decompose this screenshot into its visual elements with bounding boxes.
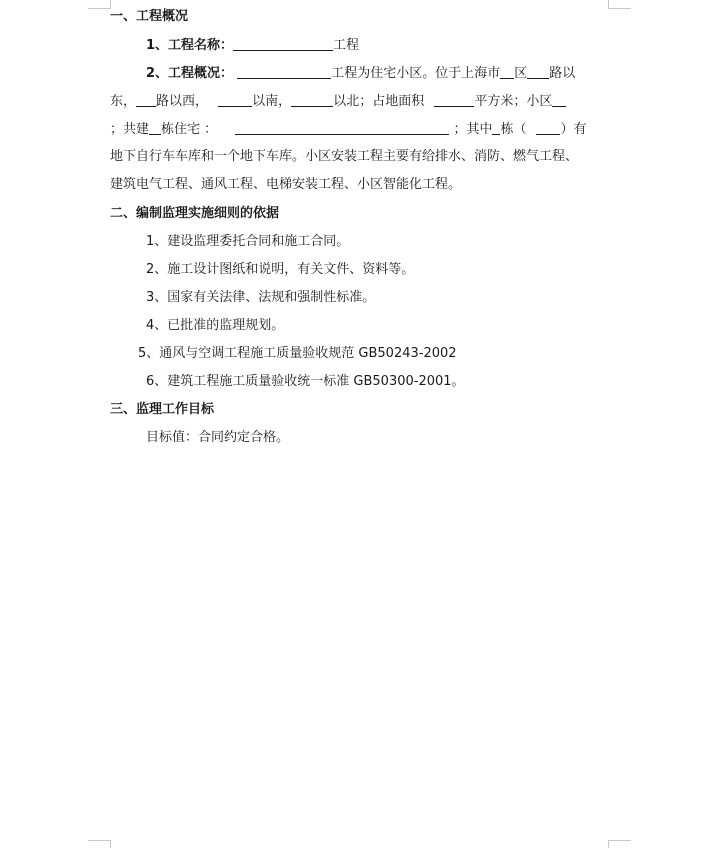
- crop-mark-top-left: [88, 0, 111, 9]
- project-overview-line4: 地下自行车车库和一个地下车库。小区安装工程主要有给排水、消防、燃气工程、: [110, 149, 579, 164]
- section3-heading: 三、监理工作目标: [110, 402, 215, 417]
- basis-item-4: 4、已批准的监理规划。: [146, 318, 285, 333]
- overview-text-10: 栋住宅 ：: [161, 122, 218, 137]
- overview-text-7: 以北；占地面积: [333, 94, 425, 109]
- road-east-blank[interactable]: [527, 64, 549, 79]
- buildings-count-blank[interactable]: [149, 120, 161, 135]
- overview-text-2: 区: [514, 66, 528, 81]
- overview-text-6: 以南，: [252, 94, 292, 109]
- overview-text-4: 东，: [110, 94, 137, 109]
- overview-text-11: ；其中: [453, 122, 493, 137]
- community-blank[interactable]: [552, 92, 566, 107]
- basis-item-2: 2、施工设计图纸和说明，有关文件、资料等。: [146, 262, 415, 277]
- basis-item-1: 1、建设监理委托合同和施工合同。: [146, 234, 350, 249]
- district-blank[interactable]: [500, 64, 514, 79]
- project-name-blank[interactable]: [233, 36, 333, 51]
- section2-heading: 二、编制监理实施细则的依据: [110, 206, 280, 221]
- basis-item-3: 3、国家有关法律、法规和强制性标准。: [146, 290, 376, 305]
- overview-text-12: 栋（: [500, 122, 527, 137]
- area-blank[interactable]: [434, 92, 474, 107]
- overview-text-13: ）有: [560, 122, 587, 137]
- crop-mark-top-right: [608, 0, 631, 9]
- road-west-blank[interactable]: [136, 92, 156, 107]
- project-overview-line2: [110, 92, 566, 110]
- overview-text-3: 路以: [549, 66, 576, 81]
- overview-text-8: 平方米；小区: [474, 94, 553, 109]
- project-overview-label: 2、工程概况：: [146, 66, 234, 81]
- target-value: 目标值：合同约定合格。: [146, 430, 290, 445]
- project-name-suffix: 工程: [333, 38, 360, 53]
- north-blank[interactable]: [291, 92, 333, 107]
- crop-mark-bottom-right: [608, 840, 631, 848]
- project-overview-line1: [146, 64, 575, 82]
- south-blank[interactable]: [218, 92, 252, 107]
- overview-text-1: 工程为住宅小区。位于上海市: [331, 66, 501, 81]
- project-name-line: [146, 36, 359, 54]
- basis-item-5: 5、通风与空调工程施工质量验收规范 GB50243-2002: [138, 346, 457, 361]
- overview-text-5: 路以西，: [156, 94, 209, 109]
- project-name-label: 1、工程名称：: [146, 38, 234, 53]
- basis-item-6: 6、建筑工程施工质量验收统一标准 GB50300-2001。: [146, 374, 465, 389]
- overview-text-9: ；共建: [110, 122, 150, 137]
- building-detail-blank[interactable]: [536, 120, 560, 135]
- overview-project-blank[interactable]: [237, 64, 331, 79]
- buildings-list-blank[interactable]: [235, 120, 449, 135]
- crop-mark-bottom-left: [88, 840, 111, 848]
- project-overview-line5: 建筑电气工程、通风工程、电梯安装工程、小区智能化工程。: [110, 177, 462, 192]
- project-overview-line3: [110, 120, 586, 138]
- section1-heading: 一、工程概况: [110, 9, 189, 24]
